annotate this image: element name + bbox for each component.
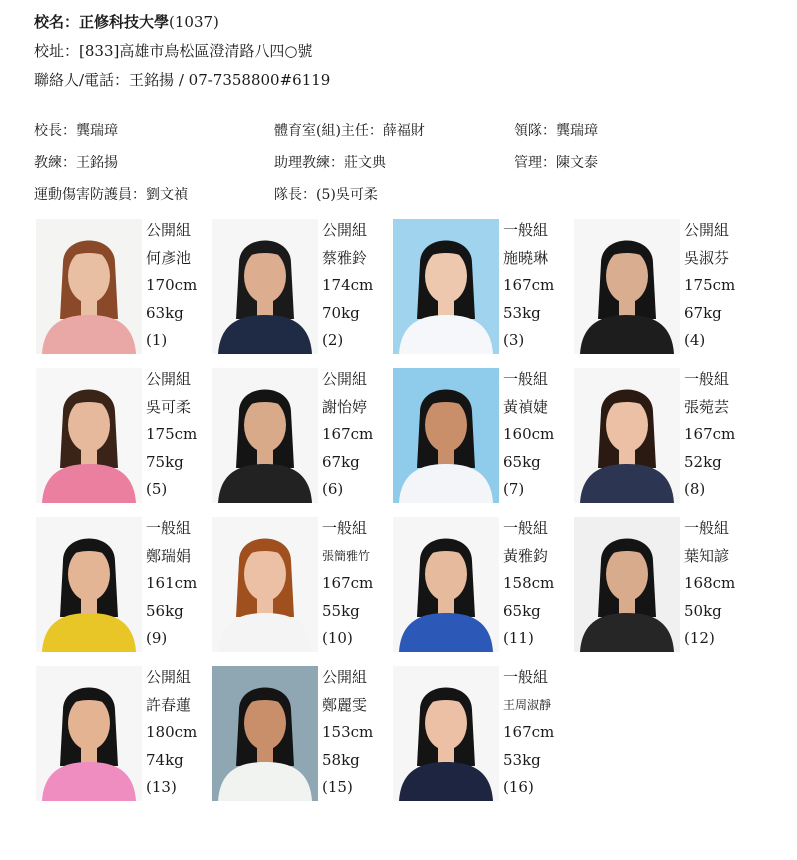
player-height: 175cm (146, 425, 198, 443)
player-card (393, 666, 573, 803)
player-photo (212, 368, 318, 503)
staff-manager: 管理：陳文泰 (514, 155, 598, 171)
photo-face (606, 398, 648, 452)
school-header (34, 8, 330, 95)
player-name: 黃雅鈞 (503, 546, 549, 565)
player-height: 167cm (322, 425, 374, 443)
player-number: (3) (503, 331, 525, 349)
player-number: (16) (503, 778, 534, 796)
player-card (36, 368, 216, 505)
player-height: 161cm (146, 574, 198, 592)
player-name: 葉知諺 (684, 546, 730, 565)
player-photo (212, 666, 318, 801)
photo-face (425, 696, 467, 750)
player-weight: 74kg (146, 750, 184, 769)
player-name: 蔡雅鈴 (322, 248, 368, 267)
player-height: 167cm (684, 425, 736, 443)
school-address: 校址：[833]高雄市鳥松區澄清路八四○號 (34, 42, 313, 60)
school-contact: 聯絡人/電話：王銘揚 / 07-7358800#6119 (34, 71, 331, 89)
player-info (503, 366, 575, 504)
player-name: 黃禎婕 (503, 397, 549, 416)
player-group: 公開組 (146, 370, 192, 388)
player-card (212, 219, 392, 356)
player-photo (36, 368, 142, 503)
staff-captain: 隊長：(5)吳可柔 (274, 187, 378, 203)
player-info (684, 515, 756, 653)
player-photo (574, 517, 680, 652)
photo-face (244, 696, 286, 750)
player-name: 王周淑靜 (503, 697, 552, 712)
player-group: 一般組 (503, 668, 549, 686)
player-height: 153cm (322, 723, 374, 741)
photo-face (68, 547, 110, 601)
player-card (393, 368, 573, 505)
player-info (146, 366, 218, 504)
player-name: 何彥池 (146, 248, 192, 267)
player-group: 一般組 (684, 370, 730, 388)
player-info (684, 366, 756, 504)
photo-face (606, 547, 648, 601)
player-weight: 58kg (322, 750, 360, 769)
player-info (503, 217, 575, 355)
player-name: 施曉琳 (503, 248, 549, 267)
player-card (574, 368, 754, 505)
player-name: 鄭瑞娟 (146, 546, 192, 565)
player-number: (11) (503, 629, 534, 647)
player-height: 167cm (322, 574, 374, 592)
player-weight: 67kg (322, 452, 360, 471)
player-name: 鄭麗雯 (322, 695, 368, 714)
school-name-line (34, 8, 330, 37)
player-info (146, 664, 218, 802)
player-number: (1) (146, 331, 168, 349)
player-group: 一般組 (322, 519, 368, 537)
player-height: 174cm (322, 276, 374, 294)
school-label: 校名： (34, 13, 80, 31)
staff-list (34, 115, 754, 211)
school-code: (1037) (169, 13, 219, 31)
player-group: 一般組 (146, 519, 192, 537)
player-card (393, 517, 573, 654)
player-number: (15) (322, 778, 353, 796)
photo-face (244, 249, 286, 303)
player-info (146, 217, 218, 355)
photo-face (244, 398, 286, 452)
player-number: (5) (146, 480, 168, 498)
player-group: 公開組 (322, 668, 368, 686)
staff-trainer: 運動傷害防護員：劉文禎 (34, 187, 188, 203)
player-name: 吳淑芬 (684, 248, 730, 267)
player-info (503, 664, 575, 802)
player-group: 公開組 (684, 221, 730, 239)
photo-face (68, 249, 110, 303)
school-name: 正修科技大學 (79, 13, 170, 31)
player-name: 謝怡婷 (322, 397, 368, 416)
player-card (212, 666, 392, 803)
player-card (36, 666, 216, 803)
player-group: 公開組 (322, 221, 368, 239)
player-weight: 50kg (684, 601, 722, 620)
player-number: (6) (322, 480, 344, 498)
staff-leader: 領隊：龔瑞璋 (514, 123, 598, 139)
photo-face (68, 696, 110, 750)
staff-row (34, 115, 754, 147)
player-card (36, 517, 216, 654)
player-weight: 55kg (322, 601, 360, 620)
player-weight: 63kg (146, 303, 184, 322)
player-info (322, 217, 394, 355)
player-weight: 53kg (503, 303, 541, 322)
player-info (322, 664, 394, 802)
player-photo (212, 517, 318, 652)
player-info (322, 366, 394, 504)
player-height: 160cm (503, 425, 555, 443)
photo-face (68, 398, 110, 452)
player-number: (12) (684, 629, 715, 647)
player-info (503, 515, 575, 653)
player-photo (212, 219, 318, 354)
photo-face (425, 547, 467, 601)
player-photo (36, 219, 142, 354)
player-card (212, 517, 392, 654)
player-height: 158cm (503, 574, 555, 592)
photo-face (244, 547, 286, 601)
player-group: 公開組 (322, 370, 368, 388)
player-number: (7) (503, 480, 525, 498)
player-weight: 70kg (322, 303, 360, 322)
player-card (36, 219, 216, 356)
player-height: 170cm (146, 276, 198, 294)
player-number: (2) (322, 331, 344, 349)
player-group: 一般組 (684, 519, 730, 537)
player-name: 許春蓮 (146, 695, 192, 714)
player-weight: 67kg (684, 303, 722, 322)
player-photo (574, 219, 680, 354)
player-group: 一般組 (503, 519, 549, 537)
player-name: 吳可柔 (146, 397, 192, 416)
player-height: 168cm (684, 574, 736, 592)
player-group: 公開組 (146, 221, 192, 239)
player-name: 張簡雅竹 (322, 548, 371, 563)
player-photo (393, 666, 499, 801)
player-weight: 52kg (684, 452, 722, 471)
player-height: 175cm (684, 276, 736, 294)
player-number: (8) (684, 480, 706, 498)
player-info (322, 515, 394, 653)
staff-assistant-coach: 助理教練：莊文典 (274, 155, 386, 171)
photo-face (425, 249, 467, 303)
player-weight: 65kg (503, 601, 541, 620)
player-info (684, 217, 756, 355)
player-group: 公開組 (146, 668, 192, 686)
player-number: (13) (146, 778, 177, 796)
player-weight: 65kg (503, 452, 541, 471)
photo-face (425, 398, 467, 452)
player-photo (393, 517, 499, 652)
player-group: 一般組 (503, 370, 549, 388)
player-card (574, 517, 754, 654)
player-card (574, 219, 754, 356)
player-number: (4) (684, 331, 706, 349)
player-photo (393, 219, 499, 354)
player-number: (10) (322, 629, 353, 647)
player-height: 167cm (503, 723, 555, 741)
staff-pe-director: 體育室(組)主任：薛福財 (274, 123, 425, 139)
player-weight: 56kg (146, 601, 184, 620)
photo-face (606, 249, 648, 303)
player-card (393, 219, 573, 356)
player-photo (36, 666, 142, 801)
player-photo (574, 368, 680, 503)
player-weight: 53kg (503, 750, 541, 769)
staff-coach: 教練：王銘揚 (34, 155, 118, 171)
staff-row (34, 147, 754, 179)
player-photo (393, 368, 499, 503)
staff-row (34, 179, 754, 211)
player-group: 一般組 (503, 221, 549, 239)
player-photo (36, 517, 142, 652)
player-height: 180cm (146, 723, 198, 741)
player-info (146, 515, 218, 653)
player-number: (9) (146, 629, 168, 647)
player-weight: 75kg (146, 452, 184, 471)
player-card (212, 368, 392, 505)
player-name: 張菀芸 (684, 397, 730, 416)
player-height: 167cm (503, 276, 555, 294)
staff-principal: 校長：龔瑞璋 (34, 123, 118, 139)
